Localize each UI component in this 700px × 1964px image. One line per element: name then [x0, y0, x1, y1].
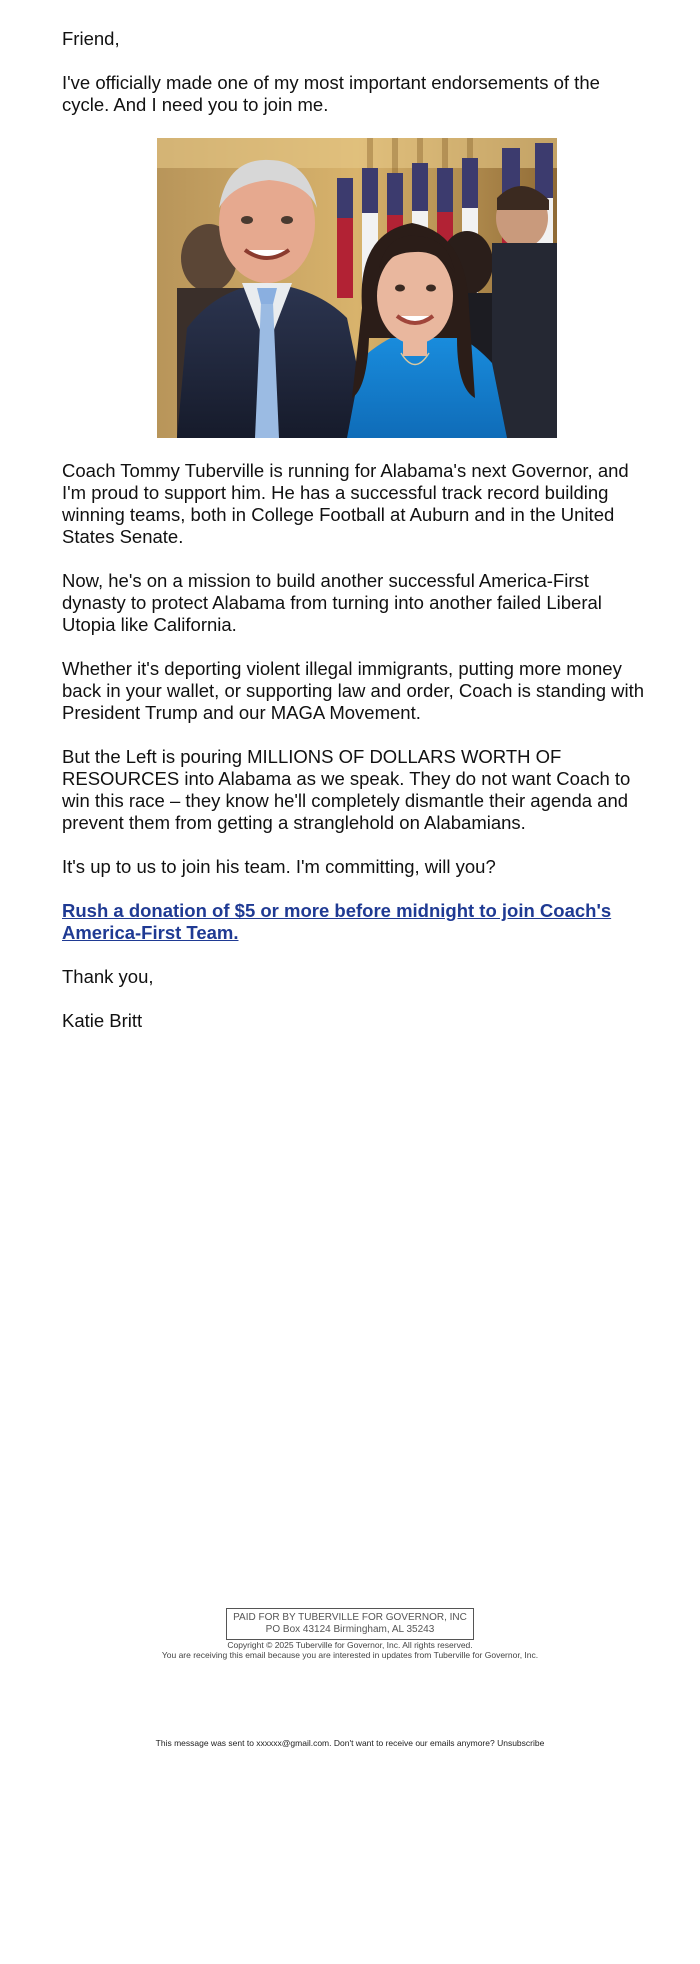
photo-container [62, 138, 652, 438]
paid-for-line: PAID FOR BY TUBERVILLE FOR GOVERNOR, INC [233, 1612, 467, 1623]
greeting: Friend, [62, 28, 120, 49]
signature: Katie Britt [62, 1010, 143, 1031]
paid-for-disclaimer [226, 1608, 474, 1640]
unsubscribe-link[interactable]: Unsubscribe [497, 1738, 545, 1748]
copyright-notice: Copyright © 2025 Tuberville for Governor, Inc. All rights reserved. [227, 1640, 473, 1650]
paragraph-commitment: It's up to us to join his team. I'm committing, will you? [62, 856, 496, 877]
paragraph-priorities: Whether it's deporting violent illegal immigrants, putting more money back in your wallet, or supporting law and order, Coach is standing with President Trump and our MAGA Movement. [62, 658, 645, 723]
subscription-reason: You are receiving this email because you are interested in updates from Tuberville for Governor, Inc. [161, 1650, 539, 1660]
paragraph-mission: Now, he's on a mission to build another successful America-First dynasty to protect Alabama from turning into another failed Liberal Utopia like California. [62, 570, 602, 635]
paragraph-opposition: But the Left is pouring MILLIONS OF DOLLARS WORTH OF RESOURCES into Alabama as we speak. They do not want Coach to win this race – they know he'll completely dismantle their agenda and prevent them from getting a stranglehold on Alabamians. [62, 746, 631, 833]
recipient-notice [0, 1738, 700, 1748]
email-footer [0, 1608, 700, 1660]
endorsement-photo [157, 138, 557, 438]
sent-to-text: This message was sent to xxxxxx@gmail.com. Don't want to receive our emails anymore? [155, 1738, 495, 1748]
mailing-address: PO Box 43124 Birmingham, AL 35243 [265, 1624, 435, 1635]
closing: Thank you, [62, 966, 154, 987]
email-body [62, 28, 652, 1054]
intro-paragraph: I've officially made one of my most important endorsements of the cycle. And I need you to join me. [62, 72, 600, 115]
paragraph-endorsement: Coach Tommy Tuberville is running for Alabama's next Governor, and I'm proud to support him. He has a successful track record building winning teams, both in College Football at Auburn and in the United States Senate. [62, 460, 629, 547]
donate-link[interactable]: Rush a donation of $5 or more before midnight to join Coach's America-First Team. [62, 900, 612, 943]
